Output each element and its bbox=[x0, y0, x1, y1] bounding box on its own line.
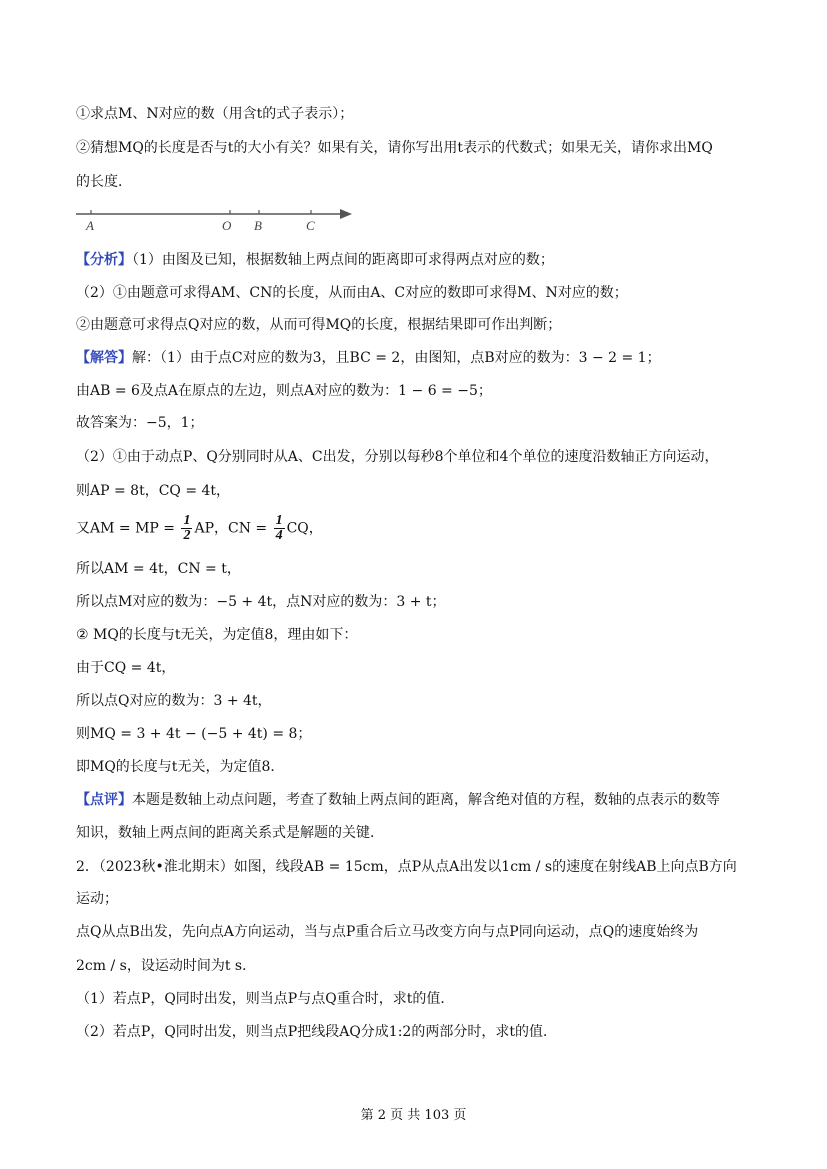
problem2-line-2: 运动； bbox=[76, 891, 118, 907]
answer-line-13: 即MQ的长度与t无关，为定值8． bbox=[76, 759, 285, 775]
answer-line-10: 由于CQ = 4t， bbox=[76, 660, 176, 676]
answer-line-12: 则MQ = 3 + 4t − (−5 + 4t) = 8； bbox=[76, 726, 312, 742]
fraction-one-half: $\frac{1}{2}$ bbox=[183, 513, 191, 543]
answer-line-2: 由AB = 6及点A在原点的左边，则点A对应的数为：1 − 6 = −5； bbox=[76, 383, 492, 399]
analysis-line-2: （2）①由题意可求得AM、CN的长度，从而由A、C对应的数即可求得M、N对应的数； bbox=[76, 285, 628, 301]
problem2-line-1: 2．（2023秋•淮北期末）如图，线段AB = 15cm，点P从点A出发以1cm / s的速度在射线AB上向点B方向 bbox=[76, 859, 737, 875]
answer-line-1: 【解答】解：（1）由于点C对应的数为3，且BC = 2，由图知，点B对应的数为：3 − 2 = 1； bbox=[76, 350, 661, 366]
analysis-tag: 【分析】 bbox=[76, 252, 132, 268]
answer-line-11: 所以点Q对应的数为：3 + 4t， bbox=[76, 693, 272, 709]
problem2-line-6: （2）若点P，Q同时出发，则当点P把线段AQ分成1:2的两部分时，求t的值． bbox=[76, 1024, 557, 1040]
point-label-b: B bbox=[254, 218, 262, 233]
fraction-one-quarter: $\frac{1}{4}$ bbox=[275, 513, 283, 543]
comment-line-1: 【点评】本题是数轴上动点问题，考查了数轴上两点间的距离，解含绝对值的方程，数轴的点表示的数等 bbox=[76, 792, 720, 808]
problem2-line-4: 2cm / s，设运动时间为t s． bbox=[76, 958, 257, 974]
comment-tag: 【点评】 bbox=[76, 792, 132, 808]
problem2-line-5: （1）若点P，Q同时出发，则当点P与点Q重合时，求t的值． bbox=[76, 991, 455, 1007]
answer-line-6: 又AM = MP = $\frac{1}{2}$ AP，CN = $\frac{1}{4}$ CQ， bbox=[76, 513, 323, 543]
answer-line-5: 则AP = 8t，CQ = 4t， bbox=[76, 483, 231, 499]
answer-tag: 【解答】 bbox=[76, 350, 132, 366]
answer-line-9: ② MQ的长度与t无关，为定值8，理由如下： bbox=[76, 627, 358, 643]
answer-line-4: （2）①由于动点P、Q分别同时从A、C出发，分别以每秒8个单位和4个单位的速度沿数轴正方向运动， bbox=[76, 449, 719, 465]
answer-line-8: 所以点M对应的数为：−5 + 4t，点N对应的数为：3 + t； bbox=[76, 594, 446, 610]
point-label-a: A bbox=[86, 218, 94, 233]
question-part-1: ①求点M、N对应的数（用含t的式子表示）； bbox=[76, 106, 354, 122]
question-part-2-cont: 的长度． bbox=[76, 174, 132, 190]
number-line-figure bbox=[72, 204, 362, 236]
answer-line-3: 故答案为：−5，1； bbox=[76, 415, 204, 431]
comment-line-2: 知识，数轴上两点间的距离关系式是解题的关键． bbox=[76, 825, 384, 841]
point-label-c: C bbox=[306, 218, 315, 233]
analysis-line-3: ②由题意可求得点Q对应的数，从而可得MQ的长度，根据结果即可作出判断； bbox=[76, 317, 562, 333]
question-part-2: ②猜想MQ的长度是否与t的大小有关？如果有关，请你写出用t表示的代数式；如果无关，请你求出MQ bbox=[76, 140, 713, 156]
analysis-line-1: 【分析】（1）由图及已知，根据数轴上两点间的距离即可求得两点对应的数； bbox=[76, 252, 554, 268]
page-footer: 第 2 页 共 103 页 bbox=[360, 1108, 467, 1123]
point-label-o: O bbox=[222, 218, 232, 233]
problem2-line-3: 点Q从点B出发，先向点A方向运动，当与点P重合后立马改变方向与点P同向运动，点Q的速度始终为 bbox=[76, 924, 699, 940]
answer-line-7: 所以AM = 4t，CN = t， bbox=[76, 561, 241, 577]
